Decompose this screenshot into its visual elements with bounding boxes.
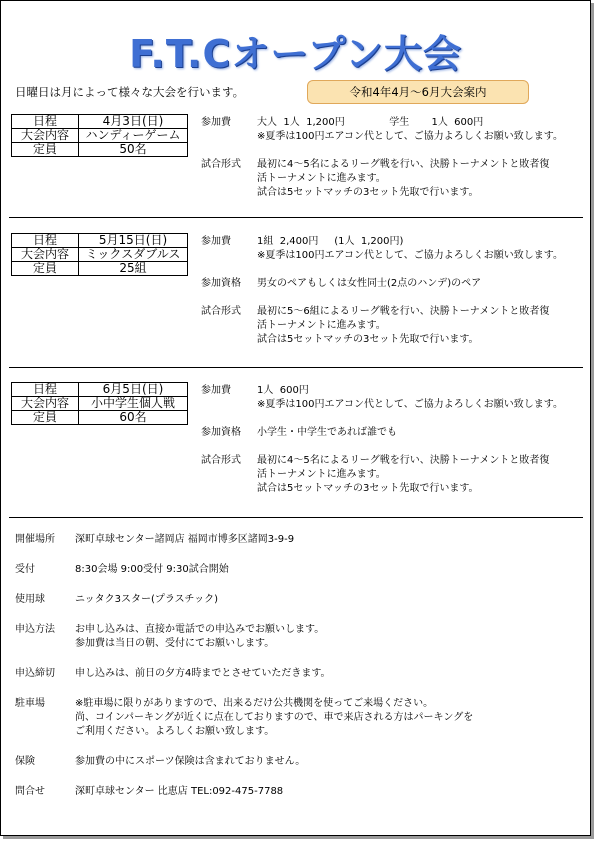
fee-note: ※夏季は100円エアコン代として、ご協力よろしくお願い致します。: [257, 250, 563, 261]
event-content: ミックスダブルス: [79, 248, 188, 262]
parking-label: 駐車場: [15, 698, 45, 709]
fee-label: 参加費: [201, 236, 231, 247]
event-capacity: 60名: [79, 411, 188, 425]
capacity-label: 定員: [12, 411, 79, 425]
fee-note: ※夏季は100円エアコン代として、ご協力よろしくお願い致します。: [257, 131, 563, 142]
fee-text: 1組 2,400円 (1人 1,200円): [257, 236, 404, 247]
event-date: 6月5日(日): [79, 383, 188, 397]
event-info-table: [11, 382, 188, 425]
format-label: 試合形式: [201, 306, 241, 317]
content-label: 大会内容: [12, 397, 79, 411]
event-details: [201, 116, 582, 200]
contact-text: 深町卓球センター 比恵店 TEL:092-475-7788: [75, 786, 284, 797]
format-text: 活トーナメントに進みます。: [257, 469, 386, 480]
fee-note: ※夏季は100円エアコン代として、ご協力よろしくお願い致します。: [257, 399, 563, 410]
format-text: 最初に4～5名によるリーグ戦を行い、決勝トーナメントと敗者復: [257, 159, 550, 170]
event-date: 4月3日(日): [79, 115, 188, 129]
venue-label: 開催場所: [15, 534, 55, 545]
general-info: [15, 533, 575, 815]
format-label: 試合形式: [201, 455, 241, 466]
divider: [9, 517, 583, 518]
format-text: 最初に5～6組によるリーグ戦を行い、決勝トーナメントと敗者復: [257, 306, 550, 317]
format-text: 活トーナメントに進みます。: [257, 173, 386, 184]
date-label: 日程: [12, 115, 79, 129]
date-label: 日程: [12, 383, 79, 397]
qualification-text: 男女のペアもしくは女性同士(2点のハンデ)のペア: [257, 278, 482, 289]
qualification-label: 参加資格: [201, 427, 241, 438]
deadline-text: 申し込みは、前日の夕方4時までとさせていただきます。: [75, 668, 331, 679]
divider: [9, 217, 583, 218]
insurance-label: 保険: [15, 756, 35, 767]
event-details: [201, 384, 582, 496]
format-label: 試合形式: [201, 159, 241, 170]
date-label: 日程: [12, 234, 79, 248]
venue-text: 深町卓球センター諸岡店 福岡市博多区諸岡3-9-9: [75, 534, 295, 545]
fee-label: 参加費: [201, 117, 231, 128]
deadline-label: 申込締切: [15, 668, 55, 679]
format-text: 試合は5セットマッチの3セット先取で行います。: [257, 187, 479, 198]
ball-text: ニッタク3スター(プラスチック): [75, 594, 218, 605]
event-date: 5月15日(日): [79, 234, 188, 248]
event-capacity: 25組: [79, 262, 188, 276]
event-capacity: 50名: [79, 143, 188, 157]
period-badge: 令和4年4月～6月大会案内: [307, 80, 529, 104]
parking-text: 尚、コインパーキングが近くに点在しておりますので、車で来店される方はパーキングを: [75, 712, 474, 723]
capacity-label: 定員: [12, 143, 79, 157]
parking-text: ご利用ください。よろしくお願い致します。: [75, 726, 275, 737]
insurance-text: 参加費の中にスポーツ保険は含まれておりません。: [75, 756, 306, 767]
qualification-text: 小学生・中学生であれば誰でも: [257, 427, 397, 438]
format-text: 試合は5セットマッチの3セット先取で行います。: [257, 334, 479, 345]
contact-label: 問合せ: [15, 786, 45, 797]
content-label: 大会内容: [12, 129, 79, 143]
event-info-table: [11, 114, 188, 157]
format-text: 最初に4～5名によるリーグ戦を行い、決勝トーナメントと敗者復: [257, 455, 550, 466]
format-text: 活トーナメントに進みます。: [257, 320, 386, 331]
event-info-table: [11, 233, 188, 276]
application-text: 参加費は当日の朝、受付にてお願いします。: [75, 638, 275, 649]
format-text: 試合は5セットマッチの3セット先取で行います。: [257, 483, 479, 494]
application-label: 申込方法: [15, 624, 55, 635]
fee-text: 大人 1人 1,200円 学生 1人 600円: [257, 117, 484, 128]
event-details: [201, 235, 582, 347]
divider: [9, 367, 583, 368]
event-content: ハンディーゲーム: [79, 129, 188, 143]
event-content: 小中学生個人戦: [79, 397, 188, 411]
page-title: F.T.Cオープン大会: [129, 32, 462, 76]
fee-label: 参加費: [201, 385, 231, 396]
reception-text: 8:30会場 9:00受付 9:30試合開始: [75, 564, 229, 575]
parking-text: ※駐車場に限りがありますので、出来るだけ公共機関を使ってご来場ください。: [75, 698, 434, 709]
application-text: お申し込みは、直接か電話での申込みでお願いします。: [75, 624, 325, 635]
qualification-label: 参加資格: [201, 278, 241, 289]
reception-label: 受付: [15, 564, 35, 575]
content-label: 大会内容: [12, 248, 79, 262]
ball-label: 使用球: [15, 594, 45, 605]
capacity-label: 定員: [12, 262, 79, 276]
fee-text: 1人 600円: [257, 385, 309, 396]
subtitle: 日曜日は月によって様々な大会を行います。: [15, 85, 245, 99]
